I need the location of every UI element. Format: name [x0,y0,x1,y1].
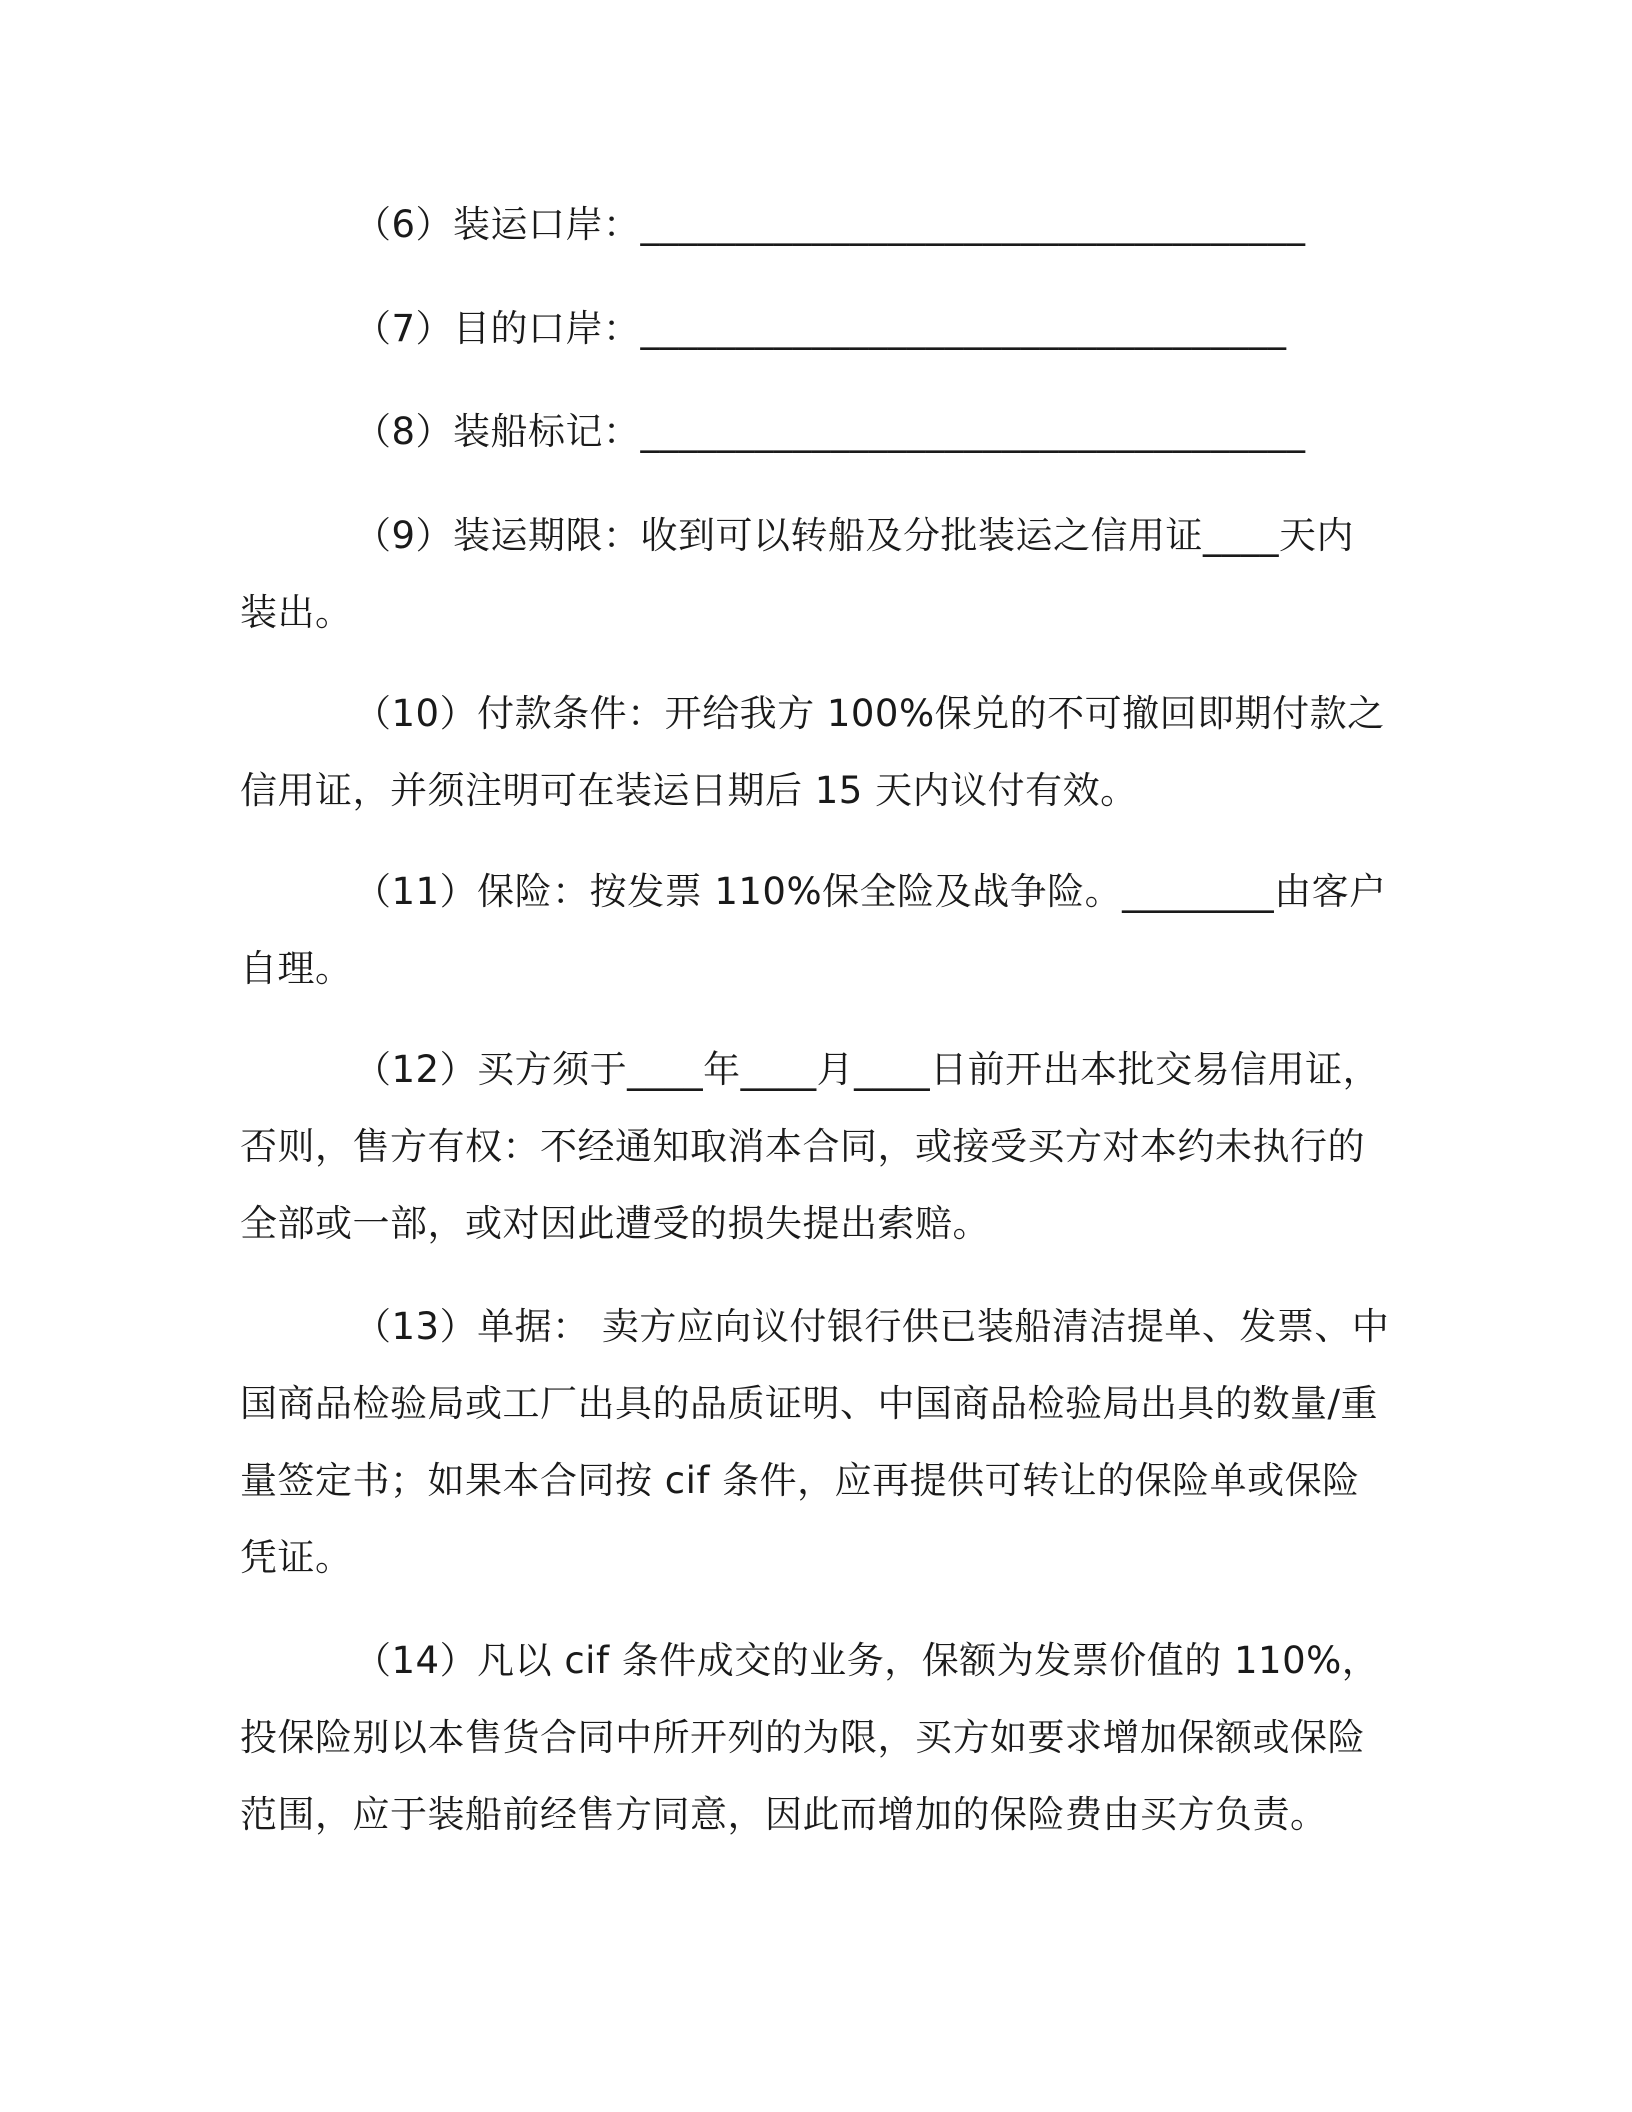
clause-11-insurance: （11）保险：按发票 110%保全险及战争险。________由客户自理。 [240,870,1387,990]
clause-6-loading-port: （6）装运口岸：___________________________________ [354,203,1306,246]
document-page [240,0,1390,2112]
clause-7-destination-port: （7）目的口岸：__________________________________ [354,307,1287,350]
clause-13-documents: （13）单据： 卖方应向议付银行供已装船清洁提单、发票、中国商品检验局或工厂出具的品质证明、中国商品检验局出具的数量/重量签定书；如果本合同按 cif 条件，应再提供可转让的保险单或保险凭证。 [240,1305,1390,1579]
clause-14-cif-insurance: （14）凡以 cif 条件成交的业务，保额为发票价值的 110%，投保险别以本售货合同中所开列的为限，买方如要求增加保额或保险范围，应于装船前经售方同意，因此而增加的保险费由买方负责。 [240,1639,1380,1836]
clause-8-shipping-marks: （8）装船标记：___________________________________ [354,410,1306,453]
clause-12-credit-deadline: （12）买方须于____年____月____日前开出本批交易信用证，否则，售方有权：不经通知取消本合同，或接受买方对本约未执行的全部或一部，或对因此遭受的损失提出索赔。 [240,1048,1381,1245]
clause-9-shipment-period: （9）装运期限：收到可以转船及分批装运之信用证____天内装出。 [240,514,1355,634]
clause-10-payment-terms: （10）付款条件：开给我方 100%保兑的不可撤回即期付款之信用证，并须注明可在装运日期后 15 天内议付有效。 [240,692,1385,812]
